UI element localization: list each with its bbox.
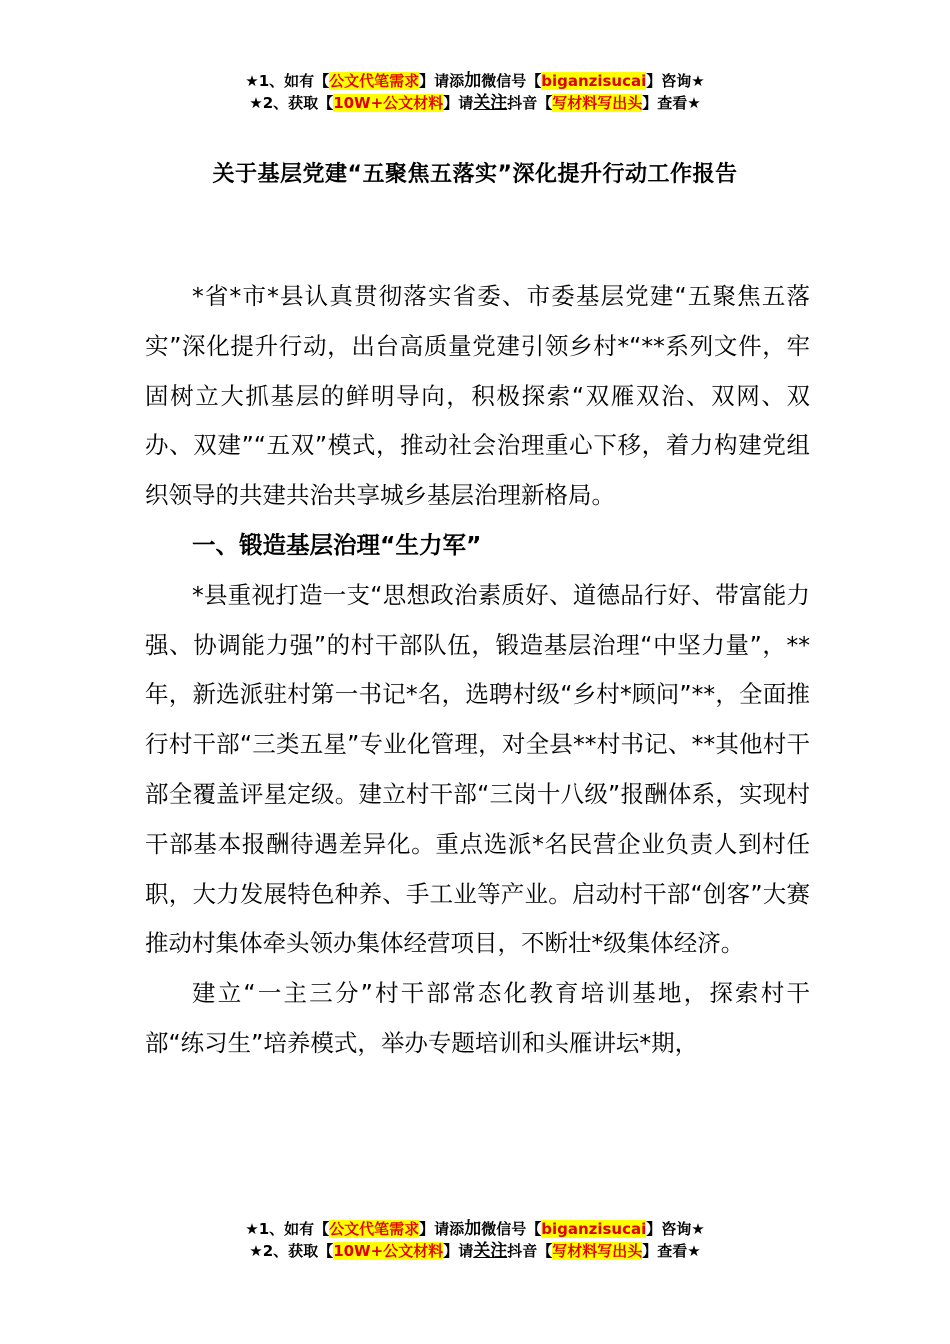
promo-highlight: 10W+公文材料 [333,1242,444,1260]
promo-text: 】请 [443,1242,474,1260]
douyin-account-highlight: 写材料写出头 [552,1242,643,1260]
promo-emphasis: 加 [464,71,482,91]
douyin-account-highlight: 写材料写出头 [552,94,643,112]
promo-highlight: 公文代笔需求 [329,1220,420,1238]
promo-text: ★2、获取【 [249,1242,334,1260]
promo-text: 抖音【 [507,94,553,112]
promo-text: 】查看★ [642,94,701,112]
promo-highlight: 10W+公文材料 [333,94,444,112]
promo-text: 】请添 [419,1220,465,1238]
promo-line-1 [0,1218,950,1240]
promo-text: 】咨询★ [646,1220,705,1238]
promo-text: 微信号【 [481,1220,542,1238]
promo-line-2 [0,1240,950,1262]
promo-emphasis: 加 [464,1219,482,1239]
promo-text: 】查看★ [642,1242,701,1260]
promo-line-2 [0,92,950,114]
promo-text: 】请 [443,94,474,112]
promo-banner-bottom [0,1218,950,1262]
promo-emphasis: 关注 [473,93,508,113]
promo-text: 微信号【 [481,72,542,90]
body-paragraph: *县重视打造一支“思想政治素质好、道德品行好、带富能力强、协调能力强”的村干部队伍，锻造基层治理“中坚力量”，**年，新选派驻村第一书记*名，选聘村级“乡村*顾问”**，全面推行村干部“三类五星”专业化管理，对全县**村书记、**其他村干部全覆盖评星定级。建立村干部“三岗十八级”报酬体系，实现村干部基本报酬待遇差异化。重点选派*名民营企业负责人到村任职，大力发展特色种养、手工业等产业。启动村干部“创客”大赛推动村集体牵头领办集体经营项目，不断壮*级集体经济。 [145,580,810,958]
promo-text: ★1、如有【 [245,1220,330,1238]
promo-line-1 [0,70,950,92]
promo-text: ★1、如有【 [245,72,330,90]
body-paragraph: 建立“一主三分”村干部常态化教育培训基地，探索村干部“练习生”培养模式，举办专题培训和头雁讲坛*期， [145,979,810,1057]
wechat-id-highlight: biganzisucai [541,1220,647,1238]
wechat-id-highlight: biganzisucai [541,72,647,90]
promo-highlight: 公文代笔需求 [329,72,420,90]
promo-text: 抖音【 [507,1242,553,1260]
intro-paragraph: *省*市*县认真贯彻落实省委、市委基层党建“五聚焦五落实”深化提升行动，出台高质量党建引领乡村*“**系列文件，牢固树立大抓基层的鲜明导向，积极探索“双雁双治、双网、双办、双建”“五双”模式，推动社会治理重心下移，着力构建党组织领导的共建共治共享城乡基层治理新格局。 [145,282,810,510]
document-title: 关于基层党建“五聚焦五落实”深化提升行动工作报告 [212,162,738,187]
promo-emphasis: 关注 [473,1241,508,1261]
promo-text: ★2、获取【 [249,94,334,112]
promo-banner-top [0,70,950,114]
promo-text: 】咨询★ [646,72,705,90]
document-body [145,272,810,1069]
section-heading: 一、锻造基层治理“生力军” [192,530,482,559]
promo-text: 】请添 [419,72,465,90]
